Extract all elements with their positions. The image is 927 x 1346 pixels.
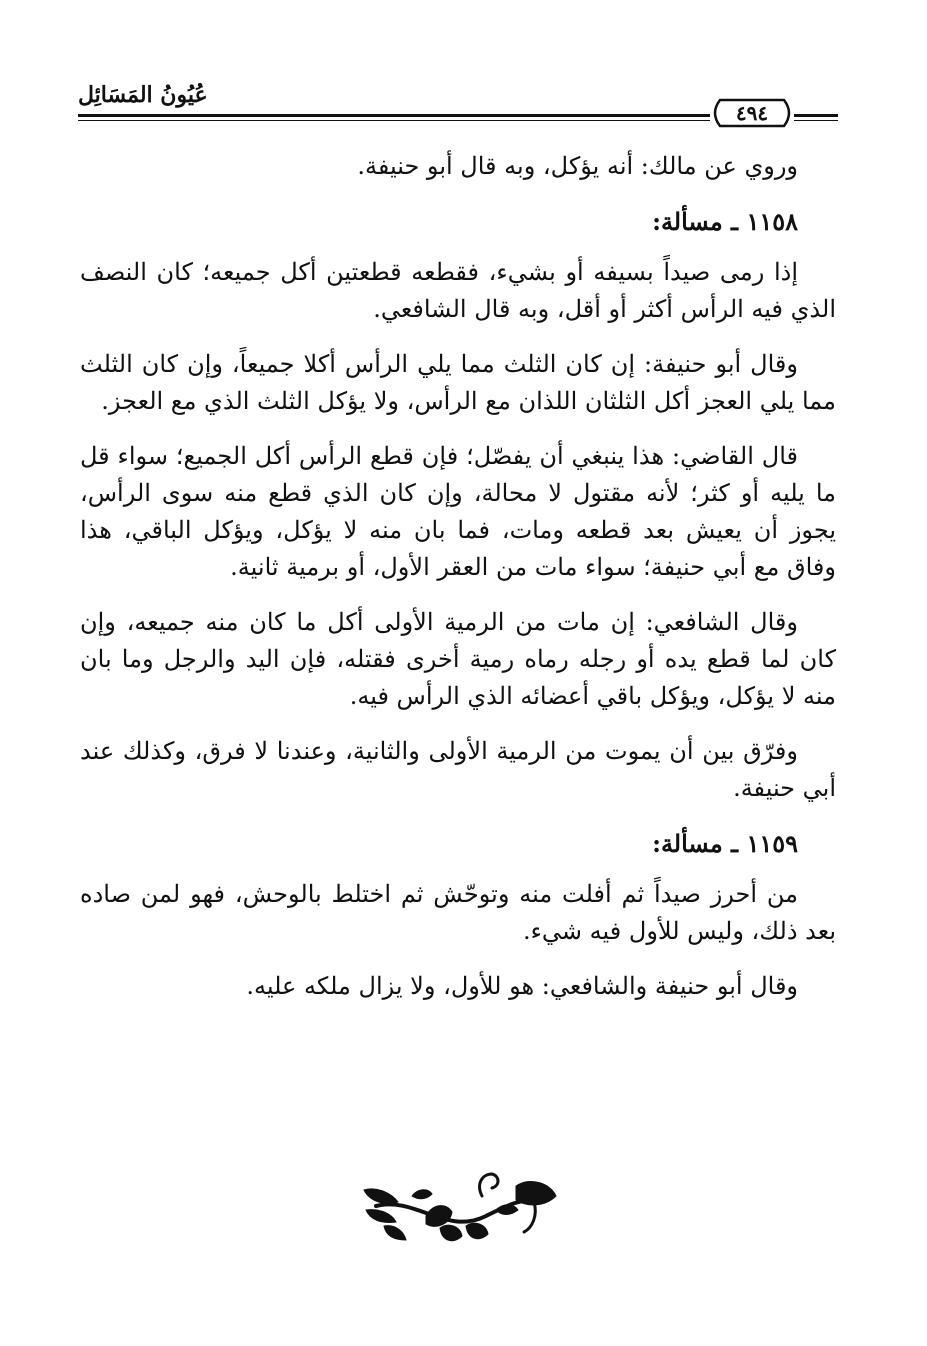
paragraph: وروي عن مالك: أنه يؤكل، وبه قال أبو حنيفة. — [357, 152, 798, 180]
section-heading: ١١٥٨ ـ مسألة: — [652, 207, 798, 236]
paragraph: وقال أبو حنيفة: إن كان الثلث مما يلي الرأس أكلا جميعاً، وإن كان الثلث مما يلي العجز أكل الثلثان اللذان مع الرأس، ولا يؤكل الثلث الذي مع العجز. — [80, 350, 836, 415]
section-heading: ١١٥٩ ـ مسألة: — [652, 829, 798, 858]
paragraph: من أحرز صيداً ثم أفلت منه وتوحّش ثم اختلط بالوحش، فهو لمن صاده بعد ذلك، وليس للأول فيه شيء. — [80, 880, 836, 945]
paragraph: وقال أبو حنيفة والشافعي: هو للأول، ولا يزال ملكه عليه. — [246, 972, 798, 1000]
paragraph: إذا رمى صيداً بسيفه أو بشيء، فقطعه قطعتين أكل جميعه؛ كان النصف الذي فيه الرأس أكثر أو أقل، وبه قال الشافعي. — [80, 258, 836, 323]
floral-ornament-icon — [356, 1166, 560, 1252]
paragraph: وقال الشافعي: إن مات من الرمية الأولى أكل ما كان منه جميعه، وإن كان لما قطع يده أو رجله رماه رمية أخرى فقتله، فإن اليد والرجل وما بان منه لا يؤكل، ويؤكل باقي أعضائه الذي الرأس فيه. — [80, 608, 836, 710]
paragraph: وفرّق بين أن يموت من الرمية الأولى والثانية، وعندنا لا فرق، وكذلك عند أبي حنيفة. — [80, 737, 836, 802]
page-number: ٤٩٤ — [735, 101, 769, 125]
page-body — [80, 148, 836, 1023]
page-header — [78, 78, 838, 130]
book-title: عُيُونُ المَسَائِل — [78, 82, 208, 108]
paragraph: قال القاضي: هذا ينبغي أن يفصّل؛ فإن قطع الرأس أكل الجميع؛ سواء قل ما يليه أو كثر؛ لأنه مقتول لا محالة، وإن كان الذي قطع منه سوى الرأس، يجوز أن يعيش بعد قطعه ومات، فما بان منه لا يؤكل، ويؤكل الباقي، هذا وفاق مع أبي حنيفة؛ سواء مات من العقر الأول، أو برمية ثانية. — [80, 442, 836, 581]
page-number-badge — [710, 96, 794, 130]
